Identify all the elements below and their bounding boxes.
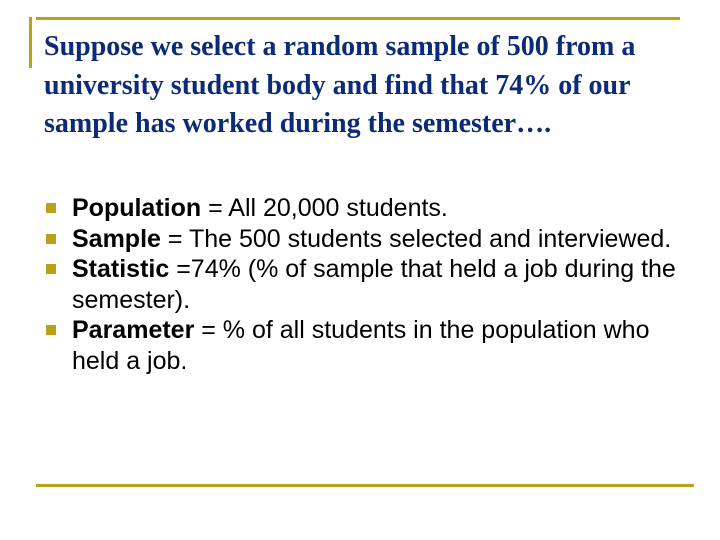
square-bullet-icon — [46, 203, 56, 213]
square-bullet-icon — [46, 234, 56, 244]
left-rule — [29, 17, 32, 68]
bullet-text: = % of all students in the population who held a job. — [72, 316, 650, 375]
bottom-rule — [36, 484, 694, 487]
bullet-list — [44, 193, 684, 376]
bullet-item-population — [44, 193, 684, 224]
bullet-term: Parameter — [72, 316, 195, 344]
slide-title: Suppose we select a random sample of 500 from a university student body and find that 74% of our sample has worked during the semester…. — [44, 31, 636, 139]
bullet-term: Statistic — [72, 255, 170, 283]
top-rule — [36, 17, 680, 20]
bullet-item-sample — [44, 224, 684, 255]
bullet-text: =74% (% of sample that held a job during the semester). — [72, 255, 676, 314]
bullet-text: = All 20,000 students. — [201, 194, 448, 222]
bullet-item-statistic — [44, 254, 684, 315]
bullet-item-parameter — [44, 315, 684, 376]
bullet-term: Population — [72, 194, 202, 222]
square-bullet-icon — [46, 264, 56, 274]
square-bullet-icon — [46, 325, 56, 335]
bullet-text: = The 500 students selected and interviewed. — [160, 224, 672, 253]
bullet-term: Sample — [72, 224, 161, 253]
